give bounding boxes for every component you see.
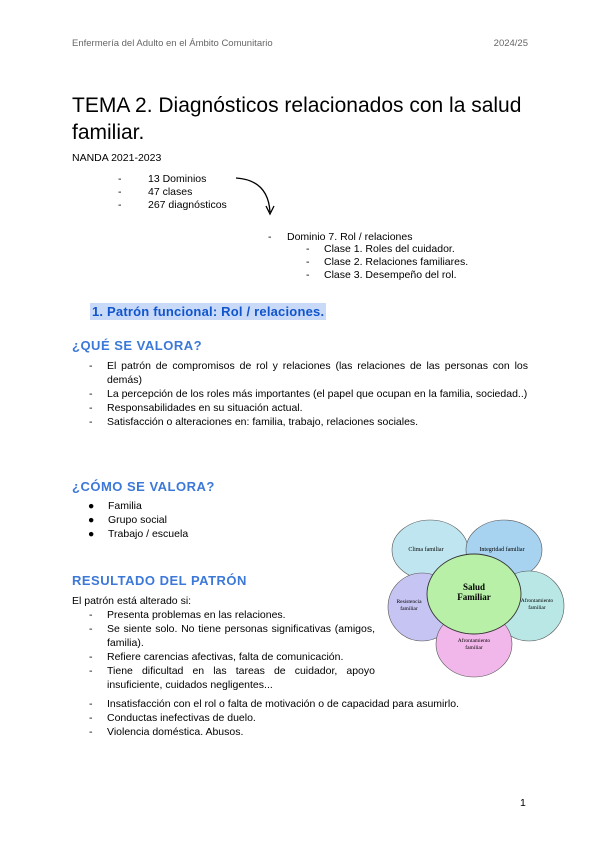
page-number: 1 (520, 797, 526, 809)
list-item: - Satisfacción o alteraciones en: familia, trabajo, relaciones sociales. (89, 416, 419, 428)
resultado-heading: RESULTADO DEL PATRÓN (72, 573, 247, 588)
list-item: - 267 diagnósticos (118, 199, 227, 211)
list-item: ● Trabajo / escuela (88, 528, 189, 540)
list-item: - 47 clases (118, 186, 193, 198)
list-item: - Clase 3. Desempeño del rol. (306, 269, 457, 281)
resultado-list-narrow (89, 608, 375, 692)
domain-label: Dominio 7. Rol / relaciones (287, 231, 413, 243)
resultado-intro: El patrón está alterado si: (72, 595, 192, 607)
list-item: - La percepción de los roles más importantes (el papel que ocupan en la familia, sociedad..) (89, 388, 528, 400)
curved-arrow-icon (232, 172, 282, 218)
list-item: - Violencia doméstica. Abusos. (89, 726, 244, 738)
petal-label: familiar (400, 606, 418, 612)
petal-label: Resistencia (396, 599, 422, 605)
petal-label: Clima familiar (408, 547, 444, 553)
center-label: Salud (462, 582, 486, 592)
header-course: Enfermería del Adulto en el Ámbito Comunitario (72, 38, 273, 49)
petal-label: Afrontamiento (520, 598, 554, 604)
domain-dash: - (268, 231, 272, 243)
header-year: 2024/25 (493, 38, 528, 49)
nanda-label: NANDA 2021-2023 (72, 152, 162, 164)
list-item: - Se siente solo. No tiene personas significativas (amigos, familia). (89, 623, 375, 649)
list-item: - Responsabilidades en su situación actual. (89, 402, 303, 414)
resultado-list-wide (89, 697, 528, 739)
como-valora-list (88, 499, 189, 541)
petal-label: familiar (528, 605, 546, 611)
list-item: ● Familia (88, 500, 142, 512)
list-item: - 13 Dominios (118, 173, 207, 185)
petal-label: familiar (465, 645, 483, 651)
petal-label: Afrontamiento (457, 638, 491, 644)
salud-familiar-diagram (384, 518, 570, 680)
domain-classes (306, 243, 469, 282)
nanda-list (118, 173, 227, 212)
list-item: - Conductas inefectivas de duelo. (89, 712, 256, 724)
list-item: - Clase 1. Roles del cuidador. (306, 243, 455, 255)
petal-label: Integridad familiar (479, 547, 525, 553)
list-item: ● Grupo social (88, 514, 167, 526)
section-heading: 1. Patrón funcional: Rol / relaciones. (92, 304, 325, 319)
list-item: - Refiere carencias afectivas, falta de comunicación. (89, 651, 344, 663)
list-item: - Clase 2. Relaciones familiares. (306, 256, 469, 268)
que-valora-heading: ¿QUÉ SE VALORA? (72, 338, 203, 353)
page-title: TEMA 2. Diagnósticos relacionados con la salud familiar. (72, 94, 522, 144)
center-label: Familiar (457, 592, 491, 602)
list-item: - Tiene dificultad en las tareas de cuidador, apoyo insuficiente, cuidados negligentes... (89, 665, 375, 691)
list-item: - El patrón de compromisos de rol y relaciones (las relaciones de las personas con los demás) (89, 360, 528, 386)
list-item: - Presenta problemas en las relaciones. (89, 609, 286, 621)
que-valora-list (89, 359, 528, 429)
list-item: - Insatisfacción con el rol o falta de motivación o de capacidad para asumirlo. (89, 698, 459, 710)
como-valora-heading: ¿CÓMO SE VALORA? (72, 479, 215, 494)
